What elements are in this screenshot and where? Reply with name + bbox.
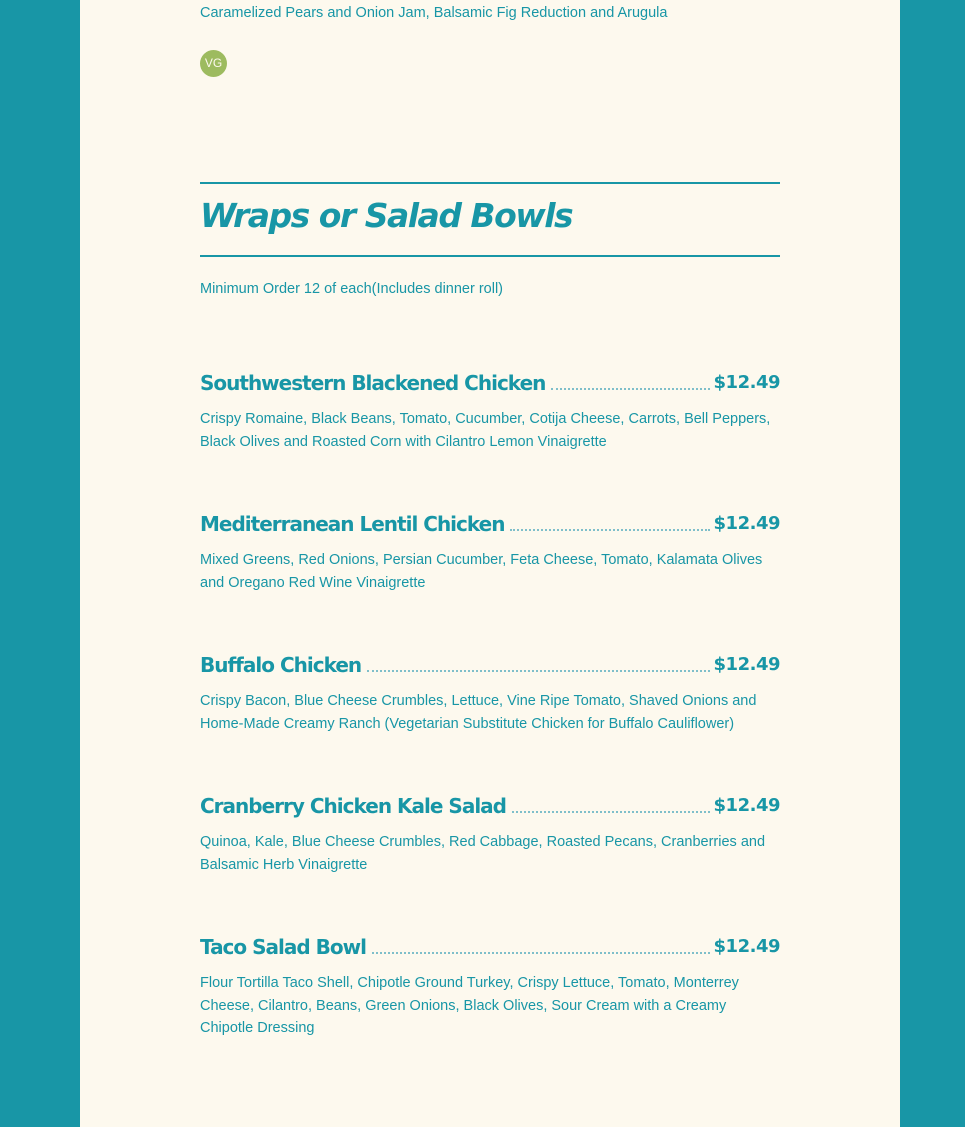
item-row [200, 930, 780, 960]
dot-leader [510, 528, 709, 531]
item-price: $12.49 [713, 795, 780, 816]
item-row [200, 366, 780, 396]
item-price: $12.49 [713, 372, 780, 393]
item-price: $12.49 [713, 513, 780, 534]
item-description: Quinoa, Kale, Blue Cheese Crumbles, Red Cabbage, Roasted Pecans, Cranberries and Balsamic Herb Vinaigrette [200, 834, 766, 873]
section-note: Minimum Order 12 of each(Includes dinner roll) [200, 281, 504, 297]
item-row [200, 789, 780, 819]
section-title: Wraps or Salad Bowls [200, 196, 573, 235]
item-description: Crispy Romaine, Black Beans, Tomato, Cucumber, Cotija Cheese, Carrots, Bell Peppers, Black Olives and Roasted Corn with Cilantro Lemon Vinaigrette [200, 411, 771, 450]
item-name: Cranberry Chicken Kale Salad [200, 794, 506, 818]
section-header [200, 182, 780, 257]
item-price: $12.49 [713, 654, 780, 675]
item-name: Taco Salad Bowl [200, 935, 366, 959]
item-price: $12.49 [713, 936, 780, 957]
menu-item[interactable] [200, 507, 780, 594]
dot-leader [512, 810, 710, 813]
item-row [200, 648, 780, 678]
vegan-badge: VG [200, 50, 227, 77]
menu-item[interactable] [200, 789, 780, 876]
item-description: Mixed Greens, Red Onions, Persian Cucumber, Feta Cheese, Tomato, Kalamata Olives and Oregano Red Wine Vinaigrette [200, 552, 763, 591]
item-name: Buffalo Chicken [200, 653, 362, 677]
menu-page [80, 0, 900, 1127]
item-description: Flour Tortilla Taco Shell, Chipotle Ground Turkey, Crispy Lettuce, Tomato, Monterrey Cheese, Cilantro, Beans, Green Onions, Black Olives, Sour Cream with a Creamy Chipotle Dressing [200, 975, 739, 1036]
item-name: Mediterranean Lentil Chicken [200, 512, 505, 536]
previous-item-description: Caramelized Pears and Onion Jam, Balsamic Fig Reduction and Arugula [200, 5, 668, 21]
dot-leader [372, 951, 710, 954]
item-name: Southwestern Blackened Chicken [200, 371, 546, 395]
item-description: Crispy Bacon, Blue Cheese Crumbles, Lettuce, Vine Ripe Tomato, Shaved Onions and Home-Made Creamy Ranch (Vegetarian Substitute Chicken for Buffalo Cauliflower) [200, 693, 757, 732]
dot-leader [551, 387, 709, 390]
dot-leader [367, 669, 709, 672]
item-row [200, 507, 780, 537]
menu-item[interactable] [200, 648, 780, 735]
menu-item[interactable] [200, 366, 780, 453]
menu-item[interactable] [200, 930, 780, 1040]
